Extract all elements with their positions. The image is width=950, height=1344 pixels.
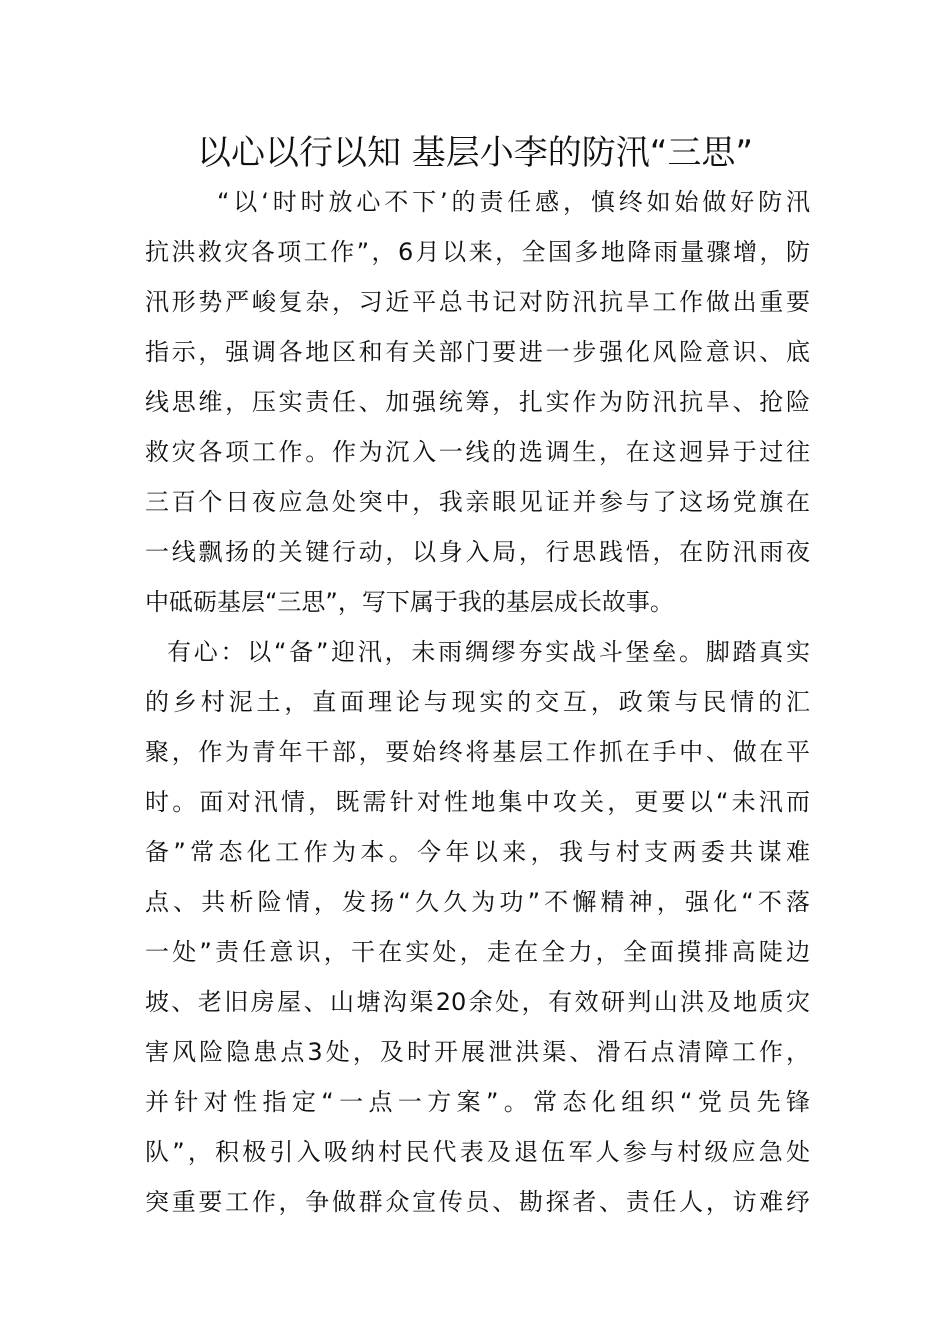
text-line: 聚，作为青年干部，要始终将基层工作抓在手中、做在平: [145, 738, 810, 766]
paragraph-1: [145, 177, 810, 627]
text-line: “以‘时时放心不下’的责任感，慎终如始做好防汛: [217, 188, 810, 216]
text-line: 中砥砺基层“三思”，写下属于我的基层成长故事。: [145, 588, 674, 616]
text-line: 点、共析险情，发扬“久久为功”不懈精神，强化“不落: [145, 888, 810, 916]
text-line: 害风险隐患点3处，及时开展泄洪渠、滑石点清障工作，: [145, 1038, 810, 1066]
text-line: 指示，强调各地区和有关部门要进一步强化风险意识、底: [145, 338, 810, 366]
text-line: 突重要工作，争做群众宣传员、勘探者、责任人，访难纾: [145, 1188, 810, 1216]
text-line: 救灾各项工作。作为沉入一线的选调生，在这迥异于过往: [145, 438, 810, 466]
document-body: [145, 177, 810, 1227]
text-line: 并针对性指定“一点一方案”。常态化组织“党员先锋: [145, 1088, 810, 1116]
text-line: 三百个日夜应急处突中，我亲眼见证并参与了这场党旗在: [145, 488, 810, 516]
text-line: 抗洪救灾各项工作”，6月以来，全国多地降雨量骤增，防: [145, 238, 810, 266]
text-line: 队”，积极引入吸纳村民代表及退伍军人参与村级应急处: [145, 1138, 810, 1166]
paragraph-2: [145, 627, 810, 1227]
text-line: 时。面对汛情，既需针对性地集中攻关，更要以“未汛而: [145, 788, 810, 816]
text-line: 一线飘扬的关键行动，以身入局，行思践悟，在防汛雨夜: [145, 538, 810, 566]
document-title: 以心以行以知 基层小李的防汛“三思”: [196, 133, 754, 173]
text-line: 有心：以“备”迎汛，未雨绸缪夯实战斗堡垒。脚踏真实: [167, 638, 810, 666]
text-line: 一处”责任意识，干在实处，走在全力，全面摸排高陡边: [145, 938, 810, 966]
text-line: 备”常态化工作为本。今年以来，我与村支两委共谋难: [145, 838, 810, 866]
text-line: 的乡村泥土，直面理论与现实的交互，政策与民情的汇: [145, 688, 810, 716]
text-line: 坡、老旧房屋、山塘沟渠20余处，有效研判山洪及地质灾: [145, 988, 810, 1016]
text-line: 汛形势严峻复杂，习近平总书记对防汛抗旱工作做出重要: [145, 288, 810, 316]
text-line: 线思维，压实责任、加强统筹，扎实作为防汛抗旱、抢险: [145, 388, 810, 416]
